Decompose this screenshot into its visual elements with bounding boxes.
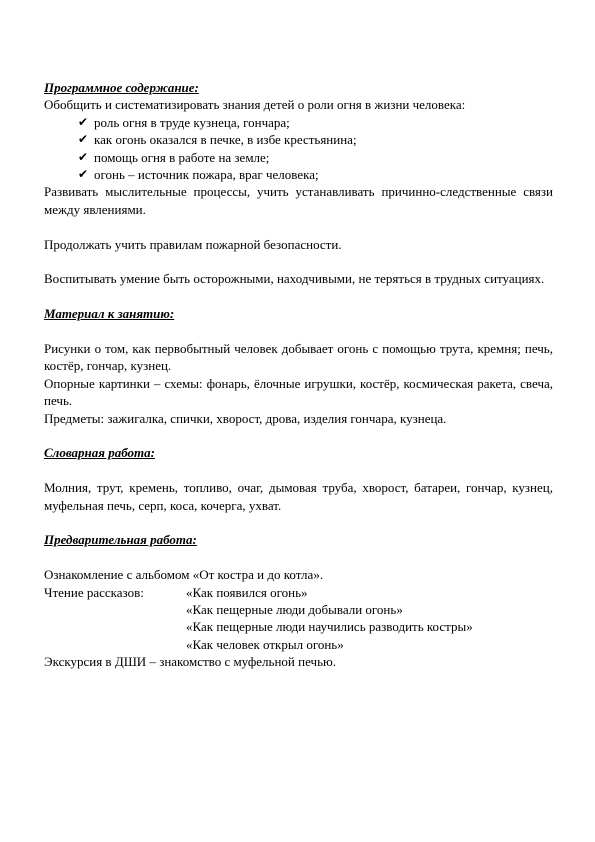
heading-materials: Материал к занятию: [44,306,175,322]
list-item: «Как появился огонь» [186,584,308,600]
program-intro: Обобщить и систематизировать знания детей о роли огня в жизни человека: [44,97,466,113]
list-item: ✔ как огонь оказался в печке, в избе крестьянина; [78,132,357,148]
paragraph-album: Ознакомление с альбомом «От костра и до котла». [44,567,324,583]
paragraph-vocabulary: Молния, трут, кремень, топливо, очаг, дымовая труба, хворост, батареи, гончар, кузнец, муфельная печь, серп, коса, кочерга, ухват. [44,480,553,513]
checkmark-icon: ✔ [78,114,89,129]
paragraph-drawings: Рисунки о том, как первобытный человек добывает огонь с помощью трута, кремня; печь, костёр, гончар, кузнец. [44,341,553,374]
list-item: ✔ огонь – источник пожара, враг человека; [78,167,319,183]
story-list [186,584,473,654]
list-item: «Как человек открыл огонь» [186,636,344,652]
program-bullet-list [44,114,553,184]
paragraph-develop: Развивать мыслительные процессы, учить устанавливать причинно-следственные связи между явлениями. [44,184,553,217]
checkmark-icon: ✔ [78,149,89,164]
checkmark-icon: ✔ [78,167,89,182]
heading-vocabulary: Словарная работа: [44,445,155,461]
checkmark-icon: ✔ [78,132,89,147]
reading-stories-block [44,584,553,654]
paragraph-pictures: Опорные картинки – схемы: фонарь, ёлочные игрушки, костёр, космическая ракета, свеча, печь. [44,375,553,409]
paragraph-excursion: Экскурсия в ДШИ – знакомство с муфельной печью. [44,654,336,670]
paragraph-objects: Предметы: зажигалка, спички, хворост, дрова, изделия гончара, кузнеца. [44,410,447,426]
heading-preliminary: Предварительная работа: [44,532,197,548]
reading-label: Чтение рассказов: [44,584,144,600]
list-item: ✔ роль огня в труде кузнеца, гончара; [78,114,290,130]
heading-program-content: Программное содержание: [44,80,199,95]
document-content [44,79,553,671]
paragraph-fire-safety: Продолжать учить правилам пожарной безопасности. [44,236,342,252]
list-item: «Как пещерные люди научились разводить костры» [186,619,473,635]
list-item: ✔ помощь огня в работе на земле; [78,149,270,165]
list-item: «Как пещерные люди добывали огонь» [186,602,403,618]
paragraph-upbringing: Воспитывать умение быть осторожными, находчивыми, не теряться в трудных ситуациях. [44,271,545,287]
